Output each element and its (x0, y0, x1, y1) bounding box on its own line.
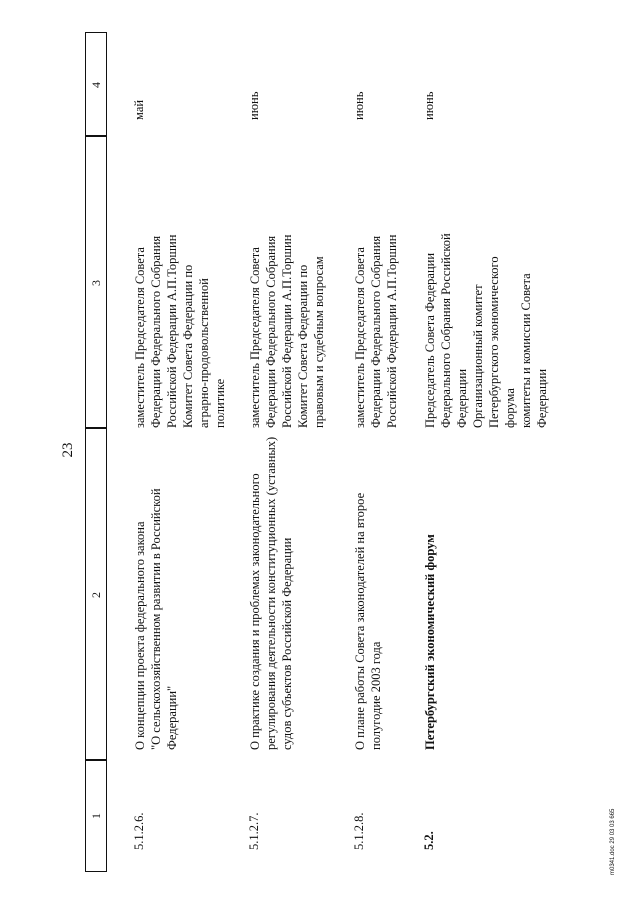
title-line: О плане работы Совета законодателей на второе (353, 492, 367, 750)
row-number: 5.1.2.6. (132, 812, 146, 850)
rotated-document-page (20, 20, 620, 880)
title-line: О практике создания и проблемах законодательного (248, 473, 262, 750)
resp-line: Российской Федерации А.П.Торшин (165, 234, 179, 428)
resp-line: политике (213, 378, 227, 428)
footer-file-code: m0341.doc 29 03 03 665 (610, 808, 616, 875)
row-number: 5.2. (422, 831, 436, 850)
row-title (247, 436, 295, 750)
header-col-4: 4 (89, 82, 103, 88)
resp-line: заместитель Председателя Совета (133, 247, 147, 428)
resp-line: правовым и судебным вопросам (312, 256, 326, 428)
row-number: 5.1.2.8. (352, 812, 366, 850)
row-title (422, 440, 438, 750)
row-date: май (132, 99, 146, 120)
resp-line: Федерации (455, 368, 469, 428)
resp-line: Организационный комитет (471, 284, 485, 428)
title-line: Петербургский экономический форум (423, 534, 437, 750)
resp-line: форума (503, 388, 517, 428)
row-date: июнь (422, 91, 436, 120)
header-col-3: 3 (89, 280, 103, 286)
resp-line: Федерации (535, 368, 549, 428)
resp-line: заместитель Председателя Совета (353, 247, 367, 428)
row-date: июнь (352, 91, 366, 120)
table-header (85, 32, 107, 872)
header-col-1: 1 (89, 813, 103, 819)
resp-line: комитеты и комиссии Совета (519, 273, 533, 428)
title-line: полугодие 2003 года (369, 641, 383, 750)
resp-line: Российской Федерации А.П.Торшин (280, 234, 294, 428)
resp-line: Федерации Федерального Собрания (149, 235, 163, 428)
title-line: Федерации" (165, 685, 179, 750)
resp-line: Комитет Совета Федерации по (181, 264, 195, 428)
row-responsible (132, 158, 228, 428)
page-number: 23 (60, 442, 76, 458)
resp-line: Председатель Совета Федерации (423, 252, 437, 428)
row-responsible (352, 158, 400, 428)
row-responsible (247, 158, 327, 428)
resp-line: Федерального Собрания Российской (439, 233, 453, 428)
row-date: июнь (247, 91, 261, 120)
resp-line: Российской Федерации А.П.Торшин (385, 234, 399, 428)
row-number: 5.1.2.7. (247, 812, 261, 850)
row-title (352, 440, 384, 750)
title-line: "О сельскохозяйственном развитии в Российской (149, 488, 163, 750)
resp-line: Комитет Совета Федерации по (296, 264, 310, 428)
resp-line: аграрно-продовольственной (197, 278, 211, 428)
title-line: О концепции проекта федерального закона (133, 521, 147, 750)
resp-line: Петербургского экономического (487, 256, 501, 428)
row-responsible (422, 158, 550, 428)
resp-line: Федерации Федерального Собрания (369, 235, 383, 428)
resp-line: Федерации Федерального Собрания (264, 235, 278, 428)
row-title (132, 440, 180, 750)
resp-line: заместитель Председателя Совета (248, 247, 262, 428)
header-col-2: 2 (89, 592, 103, 598)
title-line: судов субъектов Российской Федерации (280, 537, 294, 750)
title-line: регулирования деятельности конституционных (уставных) (264, 436, 278, 750)
